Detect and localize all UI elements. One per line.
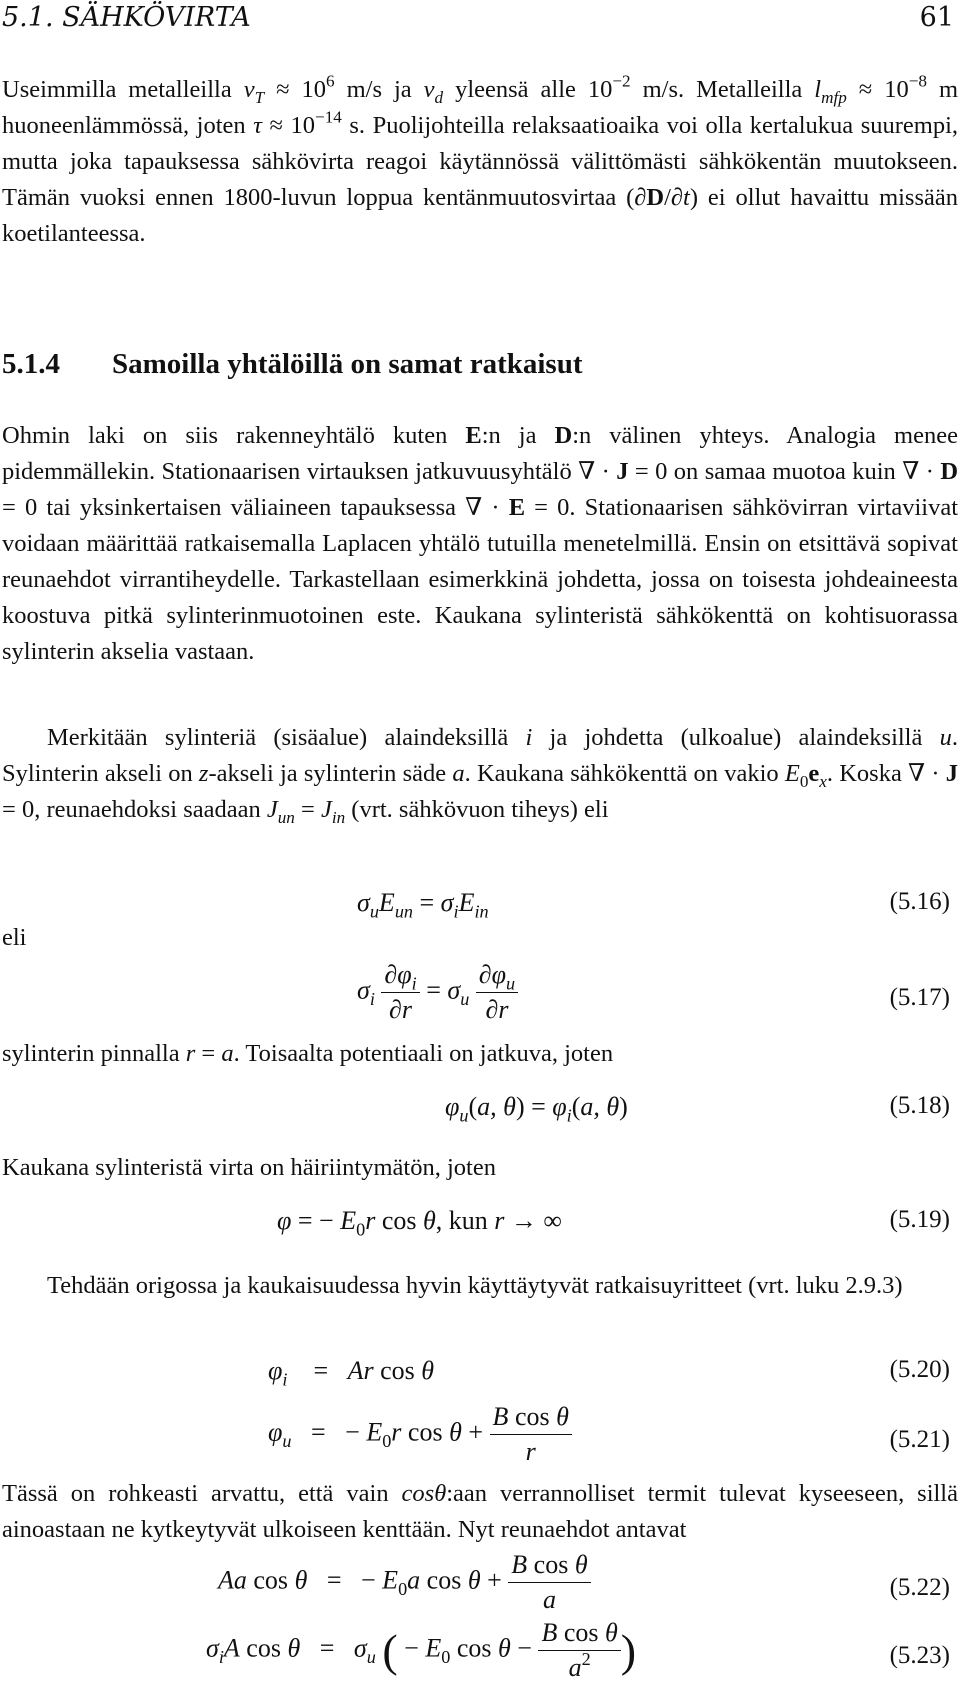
paragraph-notation: Merkitään sylinteriä (sisäalue) alaindeksillä i ja johdetta (ulkoalue) alaindeksillä u. Sylinterin akseli on z-akseli ja sylinterin säde a. Kaukana sähkökenttä on vakio $E_0e_x$. Koska ∇ · J = 0, reunaehdoksi saadaan $J_{un} = J_{in}$ (vrt. sähkövuon tiheys) eli bbox=[2, 724, 958, 827]
section-title: Samoilla yhtälöillä on samat ratkaisut bbox=[112, 348, 583, 380]
running-header bbox=[2, 2, 954, 38]
equation-number-5-22: (5.22) bbox=[889, 1574, 950, 1601]
equation-number-5-17: (5.17) bbox=[889, 984, 950, 1011]
paragraph-ohm: Ohmin laki on siis rakenneyhtälö kuten E:n ja D:n välinen yhteys. Analogia menee pidemmällekin. Stationaarisen virtauksen jatkuvuusyhtälö ∇ · J = 0 on samaa muotoa kuin ∇ · D = 0 tai yksinkertaisen väliaineen tapauksessa ∇ · E = 0. Stationaarisen sähkövirran virtaviivat voidaan määrittää ratkaisemalla Laplacen yhtälö tutuilla menetelmillä. Ensin on etsittävä sopivat reunaehdot virrantiheydelle. Tarkastellaan esimerkkinä johdetta, jossa on toisesta johdeaineesta koostuva pitkä sylinterinmuotoinen este. Kaukana sylinteristä sähkökenttä on kohtisuorassa sylinterin akselia vastaan. bbox=[2, 422, 959, 665]
equation-5-23: $\sigma_iA$ $\cos \theta = \sigma_u$ ( − $E_0$ cos θ − $\frac{\text{B cos θ}}{a^2}$ ) bbox=[206, 1618, 637, 1682]
equation-number-5-21: (5.21) bbox=[889, 1426, 950, 1453]
equation-number-5-18: (5.18) bbox=[889, 1092, 950, 1119]
equation-5-18: $\varphi_u(a$, $\theta) = \varphi_i(a$, θ) bbox=[445, 1092, 628, 1126]
section-heading bbox=[2, 348, 583, 381]
header-section-label: 5.1. SÄHKÖVIRTA bbox=[2, 2, 251, 33]
equation-5-19: φ = − $E_0r$ cos θ, kun r → ∞ bbox=[277, 1206, 562, 1240]
paragraph-boundary: Tässä on rohkeasti arvattu, että vain cosθ:aan verrannolliset termit tulevat kyseeseen, sillä ainoastaan ne kytkeytyvät ulkoiseen kenttään. Nyt reunaehdot antavat bbox=[2, 1480, 958, 1543]
equation-number-5-19: (5.19) bbox=[889, 1206, 950, 1233]
paragraph-trial-solutions: Tehdään origossa ja kaukaisuudessa hyvin käyttäytyvät ratkaisuyritteet (vrt. luku 2.9.3) bbox=[47, 1272, 903, 1299]
paragraph-undisturbed: Kaukana sylinteristä virta on häiriintymätön, joten bbox=[2, 1154, 496, 1181]
intro-paragraph: Useimmilla metalleilla $v_T \approx 10^6$ m/s ja $v_d$ yleensä alle $10^{-2}$ m/s. Metalleilla $l_{mfp} \approx 10^{-8}$ m huoneenlämmössä, joten $\tau \approx 10^{-14}$ s. Puolijohteilla relaksaatioaika voi olla kertalukua suurempi, mutta joka tapauksessa sähkövirta reagoi käytännössä välittömästi sähkökentän muutokseen. Tämän vuoksi ennen 1800-luvun loppua kentänmuutosvirtaa (∂D/∂t) ei ollut havaittu missään koetilanteessa. bbox=[2, 71, 958, 247]
equation-number-5-16: (5.16) bbox=[889, 888, 950, 915]
equation-5-21: $\varphi_u$ = − $E_0r$ cos θ + $\frac{\text{B cos θ}}{r}$ bbox=[268, 1400, 572, 1469]
word-eli: eli bbox=[2, 924, 27, 951]
equation-5-17: $\sigma_i$ $\frac{\partial\varphi_i}{\partial r}$ = $\sigma_u$ $\frac{\partial\varphi_u}{\partial r}$ bbox=[357, 958, 518, 1027]
equation-5-16: $\sigma_uE_{un} = \sigma_iE_{in}$ bbox=[357, 888, 489, 922]
section-number: 5.1.4 bbox=[2, 348, 60, 380]
equation-number-5-20: (5.20) bbox=[889, 1356, 950, 1383]
equation-5-22: Aa cos θ = − $E_0a$ cos θ + $\frac{\text{B cos θ}}{a}$ bbox=[218, 1548, 591, 1617]
equation-5-20: $\varphi_i$ = Ar cos θ bbox=[268, 1356, 435, 1390]
paragraph-surface: sylinterin pinnalla r = a. Toisaalta potentiaali on jatkuva, joten bbox=[2, 1040, 614, 1067]
page-number: 61 bbox=[919, 2, 954, 33]
equation-number-5-23: (5.23) bbox=[889, 1642, 950, 1669]
